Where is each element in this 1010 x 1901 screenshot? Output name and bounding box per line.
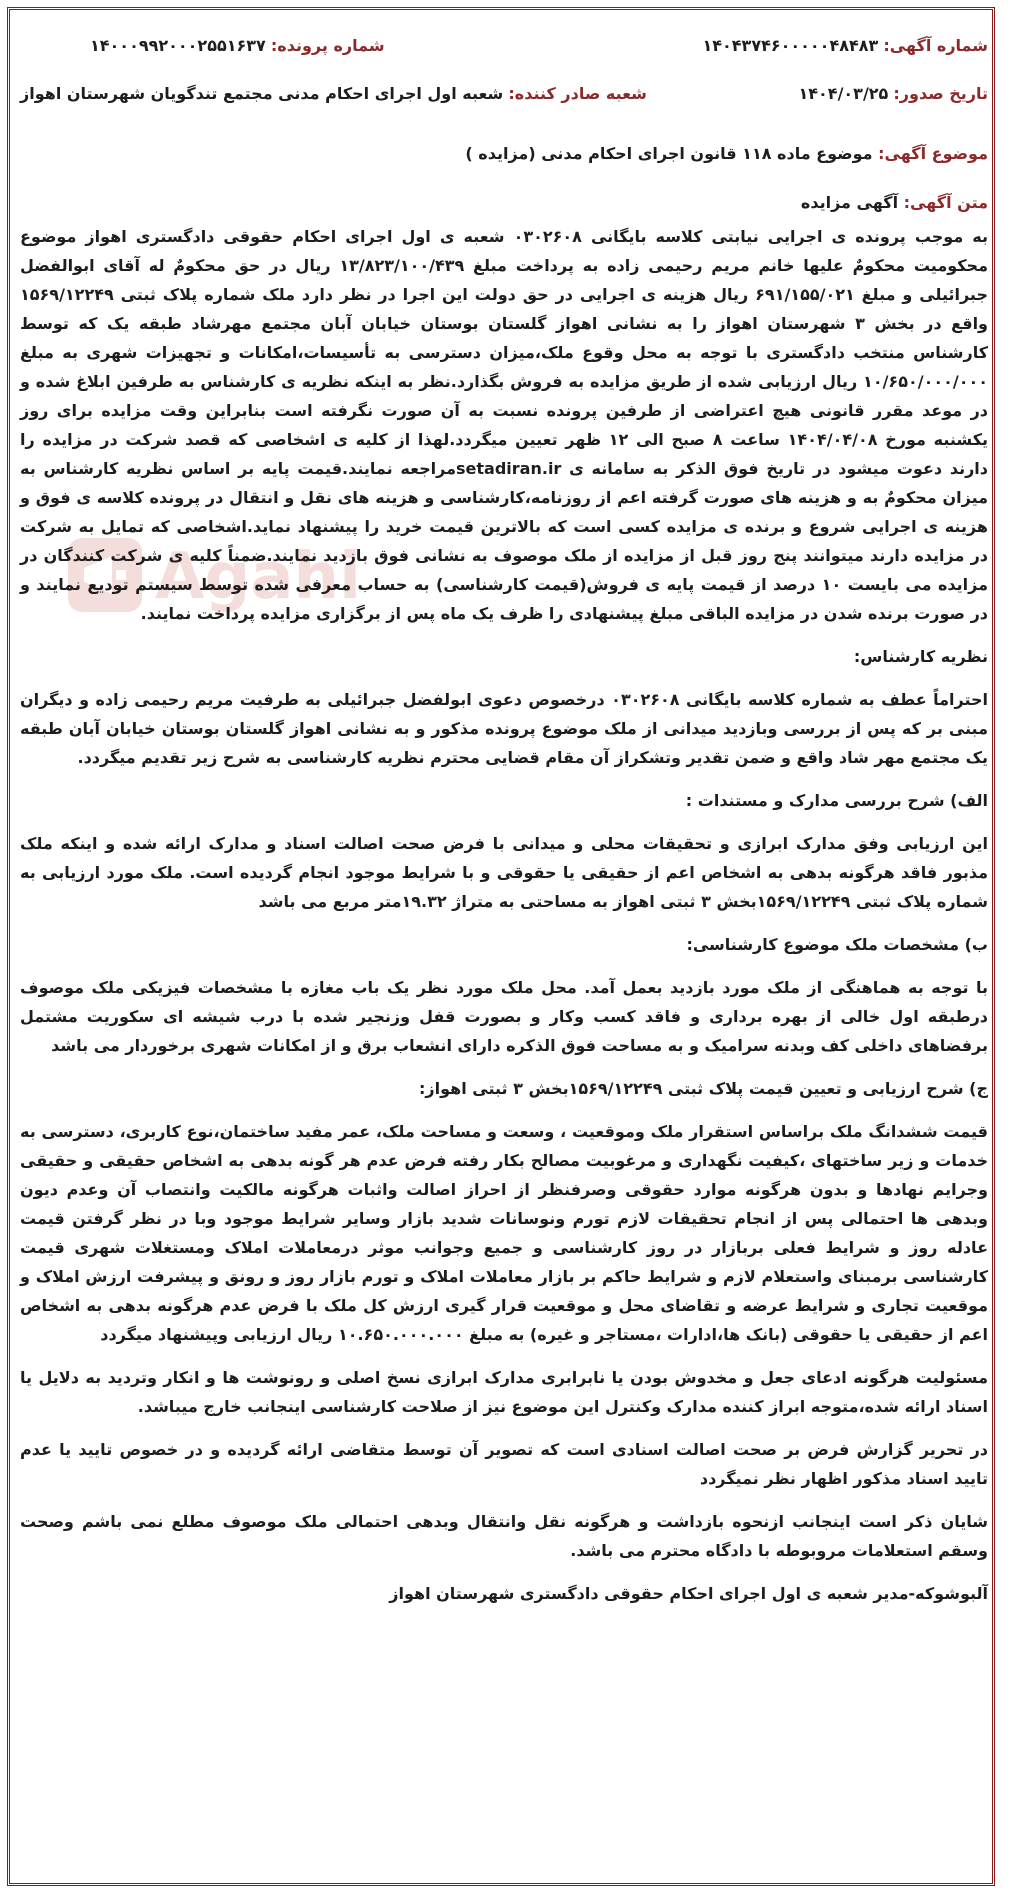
issuing-branch-value: شعبه اول اجرای احکام مدنی مجتمع تندگویان شهرستان اهواز — [20, 84, 504, 103]
notice-number-value: ۱۴۰۴۳۷۴۶۰۰۰۰۰۴۸۴۸۳ — [702, 36, 879, 55]
section-c-paragraph: قیمت ششدانگ ملک براساس استقرار ملک وموقعیت ، وسعت و مساحت ملک، عمر مفید ساختمان،نوع کاربری، دسترسی به خدمات و زیر ساختهای ،کیفیت نگهداری و مرغوبیت مصالح بکار رفته فرض عدم هر گونه بدهی به اشخاص حقیقی و حقیقی وجرایم نهادها و بدون هرگونه موارد حقوقی وصرفنظر از احراز اصالت واثبات هرگونه مالکیت وانتصاب آن وعدم دیون وبدهی ها احتمالی پس از انجام تحقیقات لازم تورم ونوسانات شدید بازار وسایر شرایط موجود وبا در نظر گرفتن قیمت عادله روز و شرایط فعلی بربازار در روز کارشناسی و جمیع وجوانب موثر درمعاملات املاک ومستغلات شهری قیمت کارشناسی برمبنای واستعلام لازم و شرایط حاکم بر بازار معاملات املاک و تورم بازار روز و رونق و پیشرفت ارزش املاک و موقعیت تجاری و شرایط عرضه و تقاضای محل و موقعیت قرار گیری ارزش کل ملک با فرض عدم هرگونه بدهی به اشخاص اعم از حقیقی یا حقوقی (بانک ها،ادارات ،مستاجر و غیره) به مبلغ ۱۰.۶۵۰.۰۰۰.۰۰۰ ریال ارزیابی وپیشنهاد میگردد — [20, 1122, 988, 1344]
case-number-label: شماره پرونده: — [270, 36, 385, 55]
subject-value: موضوع ماده ۱۱۸ قانون اجرای احکام مدنی (مزایده ) — [465, 144, 873, 163]
subject-label: موضوع آگهی: — [878, 144, 988, 163]
notice-content — [20, 36, 988, 1608]
expert-intro-paragraph: احتراماً عطف به شماره کلاسه بایگانی ۰۳۰۲۶۰۸ درخصوص دعوی ابولفضل جبرائیلی به طرفیت مریم رحیمی زاده و دیگران مبنی بر که پس از بررسی وبازدید میدانی از ملک موضوع پرونده مذکور و به نشانی اهواز گلستان بوستان خیابان آبان طبقه یک مجتمع مهر شاد واقع و ضمن تقدیر وتشکراز آن مقام قضایی محترم نظریه کارشناسی به شرح زیر تقدیم میگردد. — [20, 690, 988, 767]
expert-heading: نظریه کارشناس: — [853, 647, 988, 666]
signature: آلبوشوکه-مدیر شعبه ی اول اجرای احکام حقوقی دادگستری شهرستان اهواز — [389, 1584, 988, 1603]
issue-date — [688, 84, 988, 103]
meta-row-2 — [20, 84, 988, 132]
case-number — [90, 36, 385, 55]
section-a-heading: الف) شرح بررسی مدارک و مستندات : — [685, 791, 988, 810]
issuing-branch-label: شعبه صادر کننده: — [508, 84, 647, 103]
meta-row-1 — [20, 36, 988, 84]
text-title: آگهی مزایده — [800, 193, 899, 212]
text-title-row — [20, 193, 988, 212]
section-a-paragraph: این ارزیابی وفق مدارک ابرازی و تحقیقات محلی و میدانی با فرض صحت اصالت اسناد و مدارک ارائه شده و اینکه ملک مذبور فاقد هرگونه بدهی به اشخاص اعم از حقیقی یا حقوقی و با شرایط موجود انجام گردیده است. ملک مورد ارزیابی به شماره پلاک ثبتی ۱۵۶۹/۱۲۲۴۹بخش ۳ ثبتی اهواز به مساحتی به متراژ ۱۹.۳۲متر مربع می باشد — [20, 834, 988, 911]
liability-paragraph: مسئولیت هرگونه ادعای جعل و مخدوش بودن یا نابرابری مدارک ابرازی نسخ اصلی و رونوشت ها و انکار وتردید به دلایل یا اسناد ارائه شده،متوجه ابراز کننده مدارک وکنترل این موضوع نیز از صلاحت کارشناسی اینجانب خارج میباشد. — [20, 1368, 988, 1416]
section-b-heading: ب) مشخصات ملک موضوع کارشناسی: — [686, 935, 988, 954]
notice-paragraph: شایان ذکر است اینجانب ازنحوه بازداشت و هرگونه نقل وانتقال وبدهی احتمالی ملک موصوف مطلع نمی باشم وصحت وسقم استعلامات مروبوطه با دادگاه محترم می باشد. — [20, 1512, 988, 1560]
case-number-value: ۱۴۰۰۰۹۹۲۰۰۰۲۵۵۱۶۳۷ — [90, 36, 266, 55]
issuing-branch — [20, 84, 647, 103]
section-c-heading: ج) شرح ارزیابی و تعیین قیمت پلاک ثبتی ۱۵۶۹/۱۲۲۴۹بخش ۳ ثبتی اهواز: — [419, 1079, 988, 1098]
notice-number — [688, 36, 988, 55]
subject-row — [20, 144, 988, 163]
issue-date-value: ۱۴۰۴/۰۳/۲۵ — [798, 84, 889, 103]
issue-date-label: تاریخ صدور: — [893, 84, 988, 103]
intro-paragraph: به موجب پرونده ی اجرایی نیابتی کلاسه بایگانی ۰۳۰۲۶۰۸ شعبه ی اول اجرای احکام حقوقی دادگستری اهواز موضوع محکومیت محکومٌ علیها خانم مریم رحیمی زاده به پرداخت مبلغ ۱۳/۸۲۳/۱۰۰/۴۳۹ ریال در حق محکومٌ له آقای ابوالفضل جبرائیلی و مبلغ ۶۹۱/۱۵۵/۰۲۱ ریال هزینه ی اجرایی در حق دولت این اجرا در نظر دارد ملک شماره پلاک ثبتی ۱۵۶۹/۱۲۲۴۹ واقع در بخش ۳ شهرستان اهواز را به نشانی اهواز گلستان بوستان خیابان آبان مجتمع مهرشاد طبقه یک که توسط کارشناس منتخب دادگستری با توجه به محل وقوع ملک،میزان دسترسی به تأسیسات،امکانات و تجهیزات شهری به مبلغ ۱۰/۶۵۰/۰۰۰/۰۰۰ ریال ارزیابی شده از طریق مزایده به فروش بگذارد.نظر به اینکه نظریه ی کارشناس به طرفین ابلاغ شده و در موعد مقرر قانونی هیچ اعتراضی از طرفین پرونده نسبت به آن صورت نگرفته است بنابراین وقت مزایده برای روز یکشنبه مورخ ۱۴۰۴/۰۴/۰۸ ساعت ۸ صبح الی ۱۲ ظهر تعیین میگردد.لهذا از کلیه ی اشخاصی که قصد شرکت در مزایده را دارند دعوت میشود در تاریخ فوق الذکر به سامانه ی setadiran.irمراجعه نمایند.قیمت پایه بر اساس نظریه کارشناس به میزان محکومٌ به و هزینه های صورت گرفته اعم از روزنامه،کارشناسی و هزینه های نقل و انتقال در پرونده کلاسه ی فوق و هزینه ی اجرایی شروع و برنده ی مزایده کسی است که بالاترین قیمت خرید را پیشنهاد نماید.اشخاصی که تمایل به شرکت در مزایده دارند میتوانند پنج روز قبل از مزایده از ملک موصوف به نشانی فوق بازدید نمایند.ضمناً کلیه ی شرکت کنندگان در مزایده می بایست ۱۰ درصد از قیمت پایه ی فروش(قیمت کارشناسی) به حساب معرفی شده توسط سیستم تودیع نمایند و در صورت برنده شدن در مزایده الباقی مبلغ پیشنهادی را ظرف یک ماه پس از برگزاری مزایده پرداخت نمایند. — [20, 227, 989, 623]
watermark-text: Agahi — [155, 540, 362, 614]
section-b-paragraph: با توجه به هماهنگی از ملک مورد بازدید بعمل آمد. محل ملک مورد نظر یک باب مغازه با مشخصات فیزیکی ملک موصوف درطبقه اول خالی از بهره برداری و فاقد کسب وکار و بصورت قفل وزنجیر شده با درب شیشه ای سکوریت مشتمل برفضاهای داخلی کف وبدنه سرامیک و به مساحت فوق الذکره دارای انشعاب برق و از امکانات شهری برخوردار می باشد — [20, 978, 988, 1055]
notice-body — [20, 222, 988, 1608]
text-label: متن آگهی: — [903, 193, 988, 212]
notice-number-label: شماره آگهی: — [883, 36, 988, 55]
report-paragraph: در تحریر گزارش فرض بر صحت اصالت اسنادی است که تصویر آن توسط متقاضی ارائه گردیده و در خصوص تایید یا عدم تایید اسناد مذکور اظهار نظر نمیگردد — [20, 1440, 988, 1488]
